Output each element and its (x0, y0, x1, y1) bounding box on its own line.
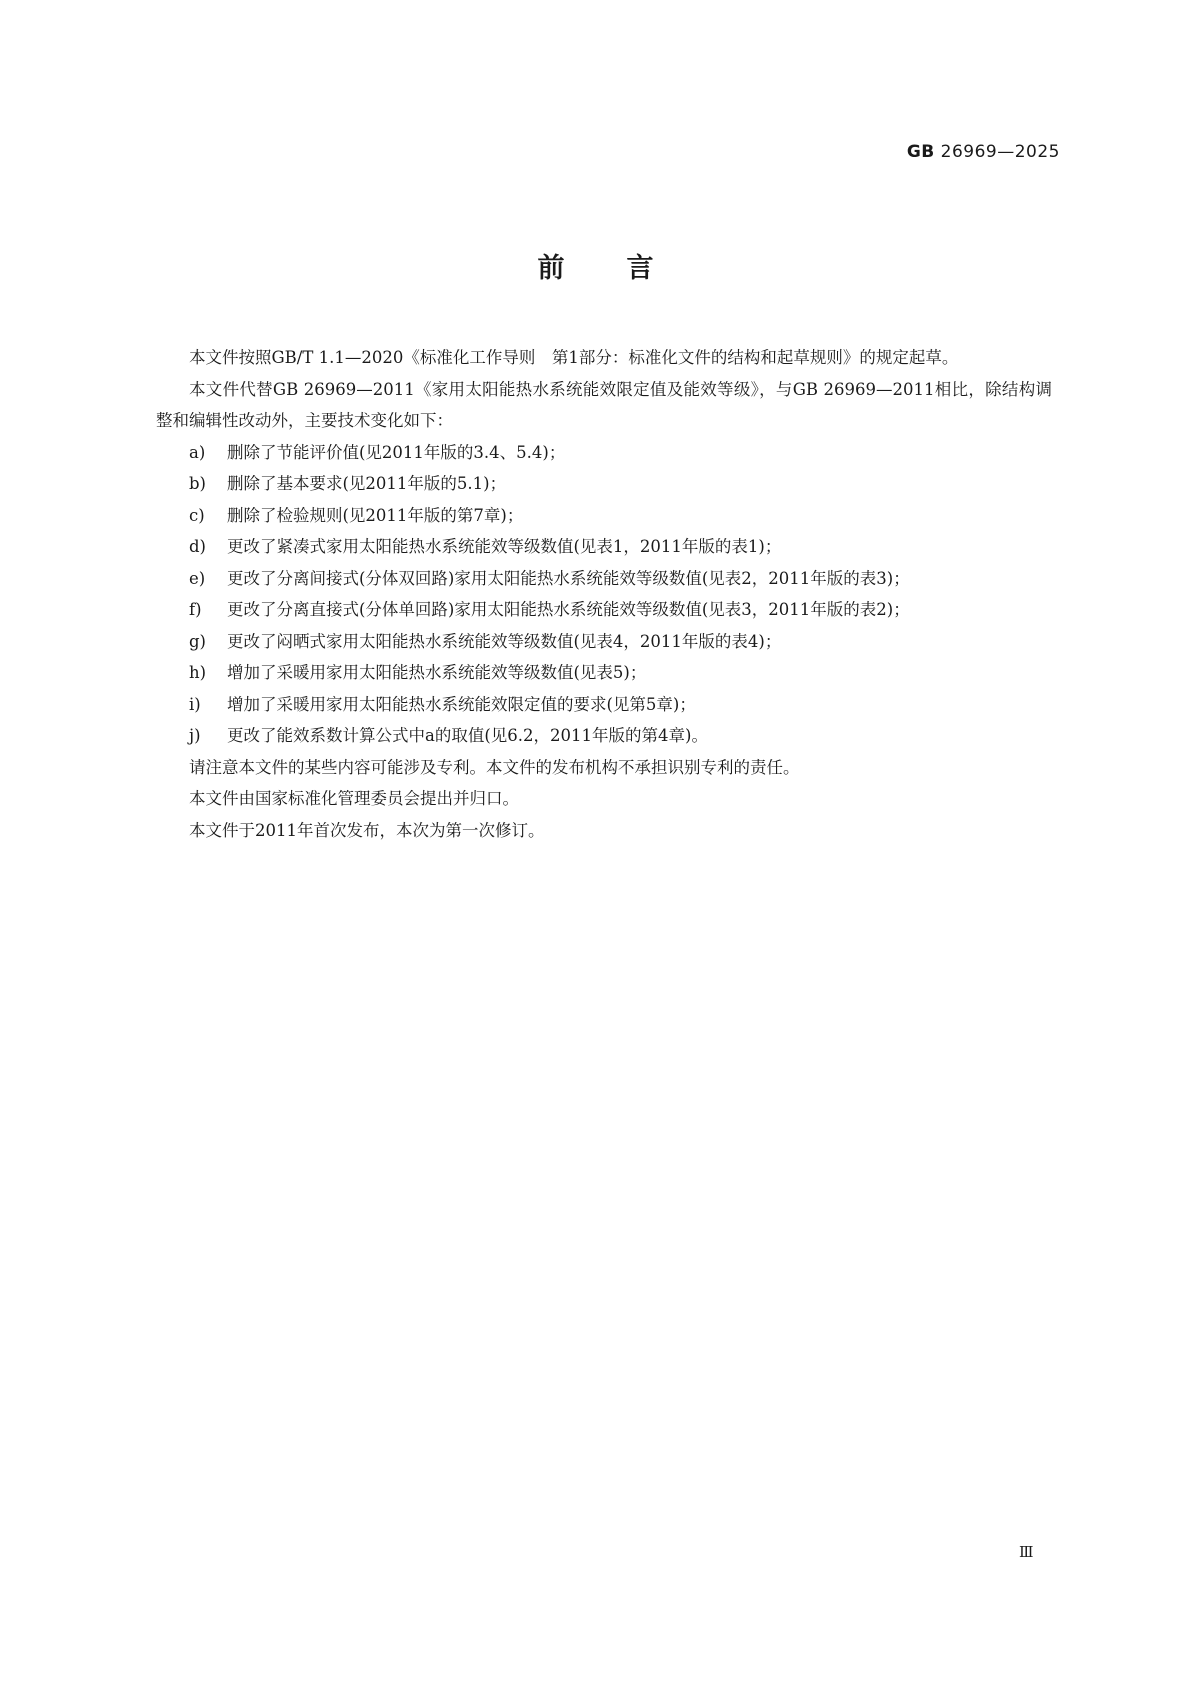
list-item (156, 594, 1052, 626)
list-item-text: 更改了紧凑式家用太阳能热水系统能效等级数值(见表1，2011年版的表1)； (227, 537, 782, 556)
paragraph-patent-notice: 请注意本文件的某些内容可能涉及专利。本文件的发布机构不承担识别专利的责任。 (189, 757, 800, 777)
list-marker: g) (189, 631, 206, 651)
list-item-text: 更改了分离直接式(分体单回路)家用太阳能热水系统能效等级数值(见表3，2011年版的表2)； (227, 600, 910, 619)
list-marker: a) (189, 442, 206, 462)
list-item-text: 删除了基本要求(见2011年版的5.1)； (227, 474, 507, 493)
list-marker: i) (189, 694, 201, 714)
list-item-text: 增加了采暖用家用太阳能热水系统能效等级数值(见表5)； (227, 663, 647, 682)
list-item (156, 500, 1052, 532)
list-item-text: 删除了节能评价值(见2011年版的3.4、5.4)； (227, 442, 566, 462)
list-item (156, 468, 1052, 500)
list-marker: j) (189, 726, 201, 745)
list-marker: e) (189, 568, 206, 588)
list-item (156, 563, 1052, 595)
list-item (156, 626, 1052, 658)
list-item (156, 657, 1052, 689)
changes-list (156, 437, 1052, 752)
list-marker: c) (189, 505, 205, 525)
document-number-code: 26969—2025 (940, 142, 1060, 162)
list-item (156, 720, 1052, 752)
list-item (156, 437, 1052, 469)
paragraph-proposer: 本文件由国家标准化管理委员会提出并归口。 (189, 789, 519, 808)
paragraph-replacement: 本文件代替GB 26969—2011《家用太阳能热水系统能效限定值及能效等级》，与GB 26969—2011相比，除结构调整和编辑性改动外，主要技术变化如下： (156, 379, 1052, 430)
list-item (156, 689, 1052, 721)
foreword-content (156, 342, 1052, 846)
list-item-text: 更改了闷晒式家用太阳能热水系统能效等级数值(见表4，2011年版的表4)； (227, 631, 782, 651)
list-marker: d) (189, 537, 206, 556)
paragraph-history: 本文件于2011年首次发布，本次为第一次修订。 (189, 820, 545, 840)
paragraph-drafting-basis: 本文件按照GB/T 1.1—2020《标准化工作导则 第1部分：标准化文件的结构和起草规则》的规定起草。 (189, 348, 959, 367)
list-item (156, 531, 1052, 563)
list-item-text: 更改了分离间接式(分体双回路)家用太阳能热水系统能效等级数值(见表2，2011年版的表3)； (227, 568, 910, 588)
document-number-prefix: GB (906, 142, 935, 162)
list-marker: b) (189, 474, 206, 493)
page-title: 前言 (537, 253, 716, 284)
list-marker: h) (189, 663, 207, 682)
document-number (907, 142, 1060, 162)
list-marker: f) (189, 600, 202, 619)
page-number: Ⅲ (1019, 1543, 1034, 1561)
list-item-text: 增加了采暖用家用太阳能热水系统能效限定值的要求(见第5章)； (227, 694, 696, 714)
list-item-text: 删除了检验规则(见2011年版的第7章)； (227, 505, 524, 525)
list-item-text: 更改了能效系数计算公式中a的取值(见6.2，2011年版的第4章)。 (227, 726, 708, 745)
